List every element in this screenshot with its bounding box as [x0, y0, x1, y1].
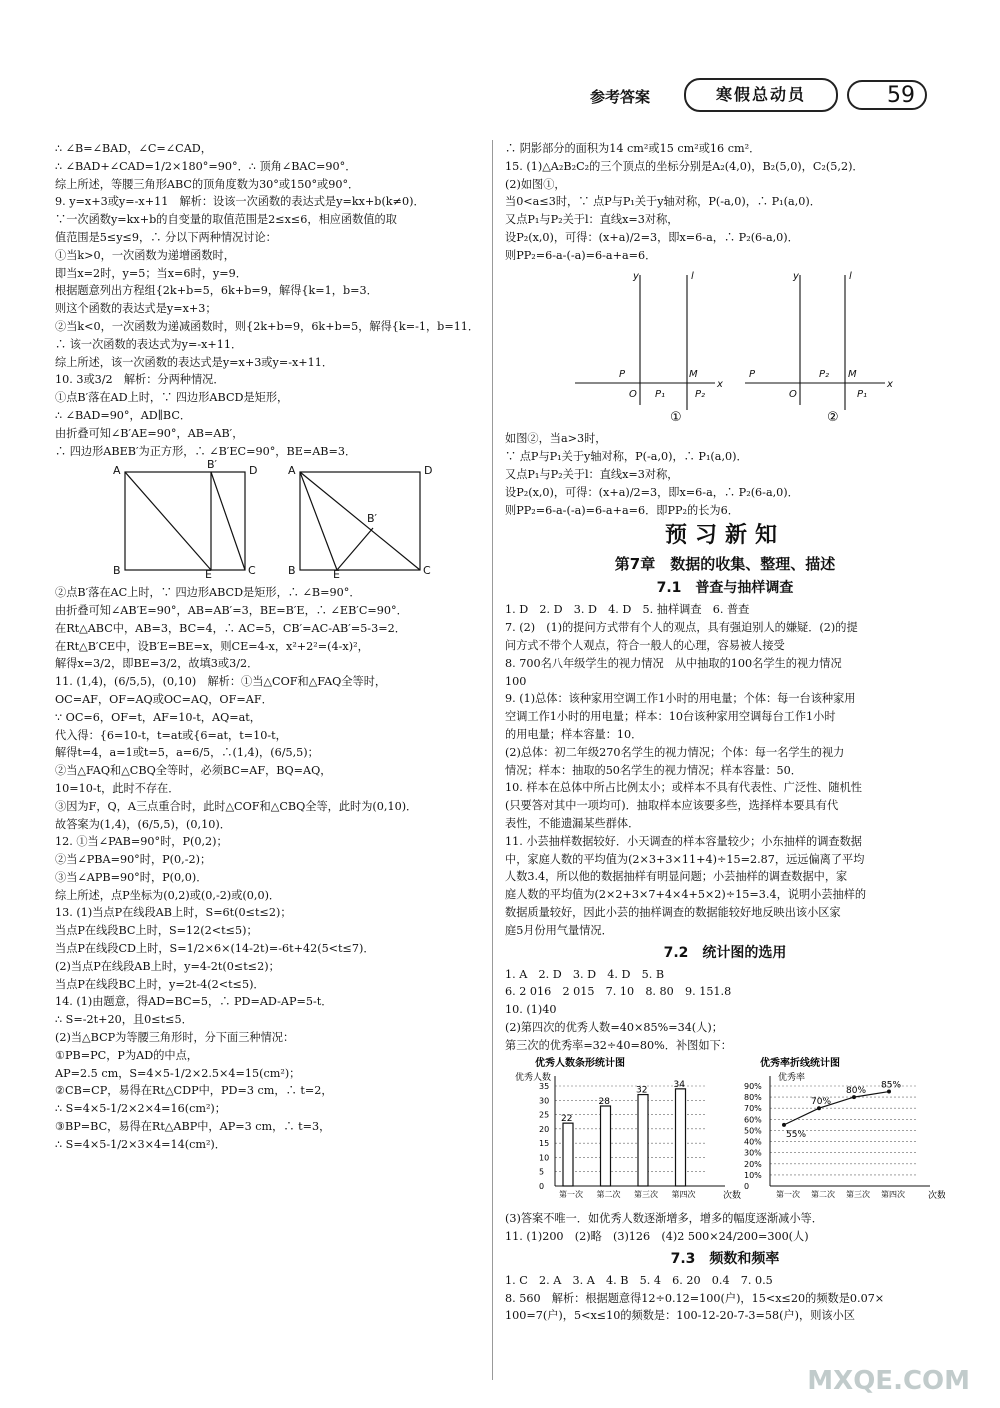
chapter-title: 第7章 数据的收集、整理、描述	[614, 555, 836, 574]
svg-text:l: l	[849, 270, 852, 282]
text-line: 问方式不带个人观点，符合一般人的心理，容易被人接受	[505, 638, 785, 652]
line-category-label: 第二次	[811, 1190, 835, 1200]
svg-text:y: y	[633, 270, 639, 282]
svg-text:l: l	[691, 270, 694, 282]
section-7-3-answers	[505, 1272, 945, 1325]
text-line: 当点P在线段CD上时，S=1/2×6×(14-2t)=-6t+42(5<t≤7)．	[55, 942, 375, 956]
line-ytick: 60%	[744, 1115, 762, 1125]
line-ytick: 70%	[744, 1104, 762, 1114]
text-line: 由折叠可知∠B′AE=90°，AB=AB′，	[55, 426, 244, 440]
text-line: 解得t=4，a=1或t=5，a=6/5，∴(1,4)，(6/5,5)；	[55, 746, 319, 760]
column-divider	[492, 140, 493, 1380]
text-line: ①点B′落在AD上时，∵ 四边形ABCD是矩形，	[55, 391, 289, 405]
text-line: 综上所述，等腰三角形ABC的顶角度数为30°或150°或90°．	[55, 177, 360, 191]
coordinate-figures	[505, 265, 945, 425]
text-line: 庭5月份用气量情况．	[505, 923, 613, 937]
text-line: 1. C 2. A 3. A 4. B 5. 4 6. 20 0.4 7. 0.5	[505, 1273, 773, 1287]
text-line: ∴ ∠B=∠BAD，∠C=∠CAD，	[55, 142, 212, 155]
line-value-label: 80%	[846, 1086, 867, 1097]
label-b1: B′	[207, 460, 218, 472]
bar-ytick: 35	[539, 1082, 550, 1092]
line-ytick: 10%	[744, 1171, 762, 1181]
svg-text:x: x	[887, 378, 893, 390]
text-line: ∴ S=4×5-1/2×2×4=16(cm²)；	[55, 1102, 226, 1116]
text-line: ①PB=PC，P为AD的中点，	[55, 1048, 198, 1062]
svg-text:P₂: P₂	[695, 388, 706, 400]
text-line: ∴ 四边形ABEB′为正方形，∴ ∠B′EC=90°，BE=AB=3．	[55, 444, 357, 458]
bar-value-label: 22	[561, 1114, 573, 1125]
text-line: 在Rt△ABC中，AB=3，BC=4，∴ AC=5，CB′=AC-AB′=5-3=2．	[55, 621, 406, 635]
text-line: 情况；样本：抽取的50名学生的视力情况；样本容量：50．	[505, 763, 802, 777]
text-line: ①当k>0，一次函数为递增函数时，	[55, 248, 235, 262]
svg-text:P₂: P₂	[819, 368, 830, 380]
bar-value-label: 34	[673, 1080, 685, 1091]
text-line: ②当k<0，一次函数为递减函数时，则{2k+b=9，6k+b=5，解得{k=-1，b=11．	[55, 319, 480, 333]
text-line: 综上所述，该一次函数的表达式是y=x+3或y=-x+11．	[55, 355, 334, 369]
label-e2: E	[333, 568, 340, 579]
text-line: (2)第四次的优秀人数=40×85%=34(人)；	[505, 1020, 723, 1034]
svg-text:M: M	[689, 368, 698, 380]
text-line: 7. (2) (1)的提问方式带有个人的观点，具有强迫别人的嫌疑．(2)的提	[505, 621, 858, 635]
bar-value-label: 28	[598, 1097, 610, 1108]
text-line: 中，家庭人数的平均值为(2×3+3×11+4)÷15=2.87，远远偏离了平均	[505, 852, 865, 866]
text-line: 6. 2 016 2 015 7. 10 8. 80 9. 151.8	[505, 985, 732, 999]
text-line: ∴ ∠BAD=90°，AD∥BC．	[55, 408, 192, 422]
bar-ytick: 25	[539, 1111, 550, 1121]
text-line: ∵ OC=6，OF=t，AF=10-t，AQ=at，	[55, 710, 261, 724]
text-line: 当0<a≤3时，∵ 点P与P₁关于y轴对称，P(-a,0)，∴ P₁(a,0)．	[505, 195, 821, 209]
label-e1: E	[205, 568, 212, 579]
line-value-label: 55%	[786, 1130, 807, 1141]
text-line: 由折叠可知∠AB′E=90°，AB=AB′=3，BE=B′E，∴ ∠EB′C=90°．	[55, 603, 408, 617]
bar-ytick: 15	[539, 1139, 550, 1149]
text-line: 1. D 2. D 3. D 4. D 5. 抽样调查 6. 普查	[505, 603, 750, 617]
statistics-charts	[505, 1054, 945, 1204]
text-line: 8. 560 解析：根据题意得12÷0.12=100(户)，15<x≤20的频数是0.07×	[505, 1291, 885, 1305]
figure-1-label: ①	[670, 409, 682, 425]
text-line: ②点B′落在AC上时，∵ 四边形ABCD是矩形，∴ ∠B=90°．	[55, 586, 361, 600]
line-category-label: 第一次	[776, 1190, 800, 1200]
text-line: 9. (1)总体：该种家用空调工作1小时的用电量；个体：每一台该种家用	[505, 692, 856, 706]
text-line: 庭人数的平均值为(2×2+3×7+4×4+5×2)÷15=3.4，说明小芸抽样的	[505, 888, 867, 902]
bar-ytick: 10	[539, 1153, 550, 1163]
right-column	[505, 140, 945, 1325]
line-ytick: 30%	[744, 1149, 762, 1159]
text-line: 在Rt△B′CE中，设B′E=BE=x，则CE=4-x，x²+2²=(4-x)²，	[55, 639, 369, 653]
svg-text:P: P	[749, 368, 756, 380]
text-line: (3)答案不唯一．如优秀人数逐渐增多，增多的幅度逐渐减小等．	[505, 1212, 823, 1226]
text-line: (只要答对其中一项均可)．抽取样本应该要多些，选择样本要具有代	[505, 799, 839, 813]
line-ytick: 40%	[744, 1138, 762, 1148]
svg-text:P: P	[619, 368, 626, 380]
label-a1: A	[113, 464, 121, 478]
text-line: (2)当点P在线段AB上时，y=4-2t(0≤t≤2)；	[55, 959, 280, 973]
text-line: 第三次的优秀率=32÷40=80%．补图如下：	[505, 1038, 732, 1052]
line-ytick: 20%	[744, 1160, 762, 1170]
line-value-label: 70%	[811, 1097, 832, 1108]
text-line: 10=10-t，此时不存在．	[55, 781, 180, 795]
svg-text:P₁: P₁	[655, 388, 666, 400]
text-line: ③BP=BC，易得在Rt△ABP中，AP=3 cm，∴ t=3，	[55, 1120, 331, 1134]
text-line: 又点P₁与P₂关于l：直线x=3对称，	[505, 213, 679, 227]
text-line: 15. (1)△A₂B₂C₂的三个顶点的坐标分别是A₂(4,0)，B₂(5,0)，C₂(5,2)．	[505, 159, 864, 173]
line-chart-title: 优秀率折线统计图	[760, 1058, 840, 1070]
text-line: 代入得：{6=10-t，t=at或{6=at，t=10-t，	[55, 728, 287, 742]
bar-chart-ylabel: 优秀人数	[515, 1073, 552, 1084]
text-line: 则这个函数的表达式是y=x+3；	[55, 302, 217, 316]
text-line: ∴ S=4×5-1/2×3×4=14(cm²)．	[55, 1137, 226, 1151]
bar-ytick: 0	[539, 1182, 545, 1192]
text-line: 设P₂(x,0)，可得：(x+a)/2=3，即x=6-a，∴ P₂(6-a,0)．	[505, 230, 799, 244]
text-line: 10. (1)40	[505, 1003, 557, 1017]
label-d2: D	[424, 464, 433, 478]
text-line: 100=7(户)，5<x≤10的频数是：100-12-20-7-3=58(户)，则该小区	[505, 1309, 855, 1323]
text-line: (2)如图①，	[505, 177, 566, 191]
text-line: 当点P在线段BC上时，S=12(2<t≤5)；	[55, 924, 258, 938]
line-chart-xlabel: 次数	[928, 1191, 945, 1202]
book-title: 寒假总动员	[684, 78, 838, 112]
right-text-block-2	[505, 430, 945, 519]
page-number: 59	[847, 80, 927, 110]
text-line: 1. A 2. D 3. D 4. D 5. B	[505, 967, 665, 981]
text-line: 13. (1)当点P在线段AB上时，S=6t(0≤t≤2)；	[55, 906, 292, 920]
text-line: ∵ 点P与P₁关于y轴对称，P(-a,0)，∴ P₁(a,0)．	[505, 450, 748, 464]
text-line: ③因为F，Q，A三点重合时，此时△COF和△CBQ全等，此时为(0,10)．	[55, 799, 418, 813]
figure-2-label: ②	[827, 409, 839, 425]
left-column	[55, 140, 485, 1154]
line-category-label: 第四次	[881, 1190, 905, 1200]
text-line: AP=2.5 cm，S=4×5-1/2×2.5×4=15(cm²)；	[55, 1066, 301, 1080]
label-c2: C	[423, 564, 431, 578]
section-7-3-title: 7.3 频数和频率	[670, 1250, 780, 1267]
line-ytick: 90%	[744, 1082, 762, 1092]
text-line: 当点P在线段BC上时，y=2t-4(2<t≤5)．	[55, 977, 265, 991]
section-title-preview: 预习新知	[664, 523, 785, 549]
svg-text:x: x	[717, 378, 723, 390]
text-line: ∴ S=-2t+20，且0≤t≤5．	[55, 1013, 193, 1027]
text-line: 则PP₂=6-a-(-a)=6-a+a=6．	[505, 248, 657, 262]
text-line: (2)当△BCP为等腰三角形时，分下面三种情况：	[55, 1031, 295, 1045]
text-line: ②当∠PBA=90°时，P(0,-2)；	[55, 853, 212, 867]
text-line: 100	[505, 674, 527, 688]
label-a2: A	[288, 464, 296, 478]
text-line: 值范围是5≤y≤9，∴ 分以下两种情况讨论：	[55, 230, 277, 244]
page-header	[590, 76, 935, 114]
section-7-1-title: 7.1 普查与抽样调查	[656, 580, 794, 597]
text-line: ∴ 该一次函数的表达式为y=-x+11．	[55, 337, 243, 351]
reference-answer-label: 参考答案	[590, 88, 651, 106]
section-7-2-answers-2	[505, 1210, 945, 1246]
svg-text:O: O	[789, 388, 797, 400]
label-d1: D	[249, 464, 258, 478]
bar-category-label: 第四次	[671, 1190, 696, 1200]
text-line: 解得x=3/2，即BE=3/2，故填3或3/2．	[55, 657, 259, 671]
line-ytick: 0	[744, 1182, 750, 1192]
label-b1b: B	[113, 564, 121, 578]
bar	[601, 1106, 611, 1186]
text-line: 8. 700名八年级学生的视力情况 从中抽取的100名学生的视力情况	[505, 656, 842, 670]
line-ytick: 80%	[744, 1093, 762, 1103]
bar-ytick: 5	[539, 1168, 545, 1178]
watermark: MXQE.COM	[807, 1366, 970, 1396]
text-line: 又点P₁与P₂关于l：直线x=3对称，	[505, 467, 679, 481]
text-line: 表性，不能遗漏某些群体．	[505, 816, 640, 830]
svg-text:y: y	[793, 270, 799, 282]
bar	[676, 1089, 686, 1186]
right-text-block-1	[505, 140, 945, 265]
section-7-1-answers	[505, 601, 945, 939]
line-point	[782, 1123, 786, 1127]
label-b2b: B	[288, 564, 296, 578]
text-line: 的用电量；样本容量：10．	[505, 727, 643, 741]
text-line: 故答案为(1,4)，(6/5,5)，(0,10)．	[55, 817, 231, 831]
line-category-label: 第三次	[846, 1190, 870, 1200]
bar-ytick: 30	[539, 1096, 550, 1106]
text-line: ③当∠APB=90°时，P(0,0)．	[55, 870, 208, 884]
text-line: ②CB=CP，易得在Rt△CDP中，PD=3 cm，∴ t=2，	[55, 1084, 333, 1098]
text-line: ∴ ∠BAD+∠CAD=1/2×180°=90°．∴ 顶角∠BAC=90°．	[55, 159, 357, 173]
bar	[638, 1095, 648, 1186]
text-line: 数据质量较好，因此小芸的抽样调查的数据能较好地反映出该小区家	[505, 905, 841, 919]
bar-category-label: 第二次	[596, 1190, 621, 1200]
rectangle-fold-figures	[55, 460, 485, 578]
text-line: 人数3.4，所以他的数据抽样有明显问题；小芸抽样的调查数据中，家	[505, 870, 848, 884]
bar-value-label: 32	[636, 1086, 648, 1097]
text-line: 10. 样本在总体中所占比例太小；或样本不具有代表性、广泛性、随机性	[505, 781, 862, 795]
text-line: (2)总体：初二年级270名学生的视力情况；个体：每一名学生的视力	[505, 745, 845, 759]
text-line: 如图②，当a>3时，	[505, 432, 607, 446]
bar-chart-xlabel: 次数	[723, 1191, 742, 1202]
line-chart-ylabel: 优秀率	[778, 1073, 806, 1084]
text-line: 11. (1,4)，(6/5,5)，(0,10) 解析：①当△COF和△FAQ全等时，	[55, 675, 387, 689]
text-line: 根据题意列出方程组{2k+b=5，6k+b=9，解得{k=1，b=3．	[55, 284, 378, 298]
section-7-2-answers	[505, 966, 945, 1055]
text-line: 12. ①当∠PAB=90°时，P(0,2)；	[55, 835, 228, 849]
left-text-block-1	[55, 140, 485, 460]
text-line: 则PP₂=6-a-(-a)=6-a+a=6．即PP₂的长为6．	[505, 503, 739, 517]
text-line: 9. y=x+3或y=-x+11 解析：设该一次函数的表达式是y=kx+b(k≠0)．	[55, 195, 425, 209]
text-line: ②当△FAQ和△CBQ全等时，必须BC=AF，BQ=AQ，	[55, 764, 332, 778]
section-7-2-title: 7.2 统计图的选用	[663, 944, 787, 961]
text-line: ∵一次函数y=kx+b的自变量的取值范围是2≤x≤6，相应函数值的取	[55, 213, 397, 227]
label-c1: C	[248, 564, 256, 578]
text-line: 设P₂(x,0)，可得：(x+a)/2=3，即x=6-a，∴ P₂(6-a,0)．	[505, 485, 799, 499]
text-line: 空调工作1小时的用电量；样本：10台该种家用空调每台工作1小时	[505, 710, 836, 724]
text-line: 即当x=2时，y=5；当x=6时，y=9．	[55, 266, 247, 280]
label-b2: B′	[367, 512, 378, 526]
line-value-label: 85%	[881, 1081, 902, 1092]
text-line: 14. (1)由题意，得AD=BC=5，∴ PD=AD-AP=5-t．	[55, 995, 333, 1009]
text-line: ∴ 阴影部分的面积为14 cm²或15 cm²或16 cm²．	[505, 142, 761, 155]
left-text-block-2	[55, 584, 485, 1154]
svg-text:M: M	[848, 368, 857, 380]
svg-text:P₁: P₁	[857, 388, 868, 400]
bar-category-label: 第一次	[559, 1190, 583, 1200]
line-ytick: 50%	[744, 1126, 762, 1136]
text-line: OC=AF，OF=AQ或OC=AQ，OF=AF．	[55, 692, 273, 706]
svg-text:O: O	[629, 388, 637, 400]
bar	[563, 1124, 573, 1187]
bar-chart-title: 优秀人数条形统计图	[535, 1058, 625, 1070]
text-line: 11. (1)200 (2)略 (3)126 (4)2 500×24/200=300(人)	[505, 1230, 809, 1244]
text-line: 综上所述，点P坐标为(0,2)或(0,-2)或(0,0)．	[55, 888, 281, 902]
text-line: 11. 小芸抽样数据较好．小天调查的样本容量较少；小东抽样的调查数据	[505, 834, 862, 848]
bar-category-label: 第三次	[634, 1190, 658, 1200]
bar-ytick: 20	[539, 1125, 550, 1135]
text-line: 10. 3或3/2 解析：分两种情况．	[55, 373, 225, 387]
